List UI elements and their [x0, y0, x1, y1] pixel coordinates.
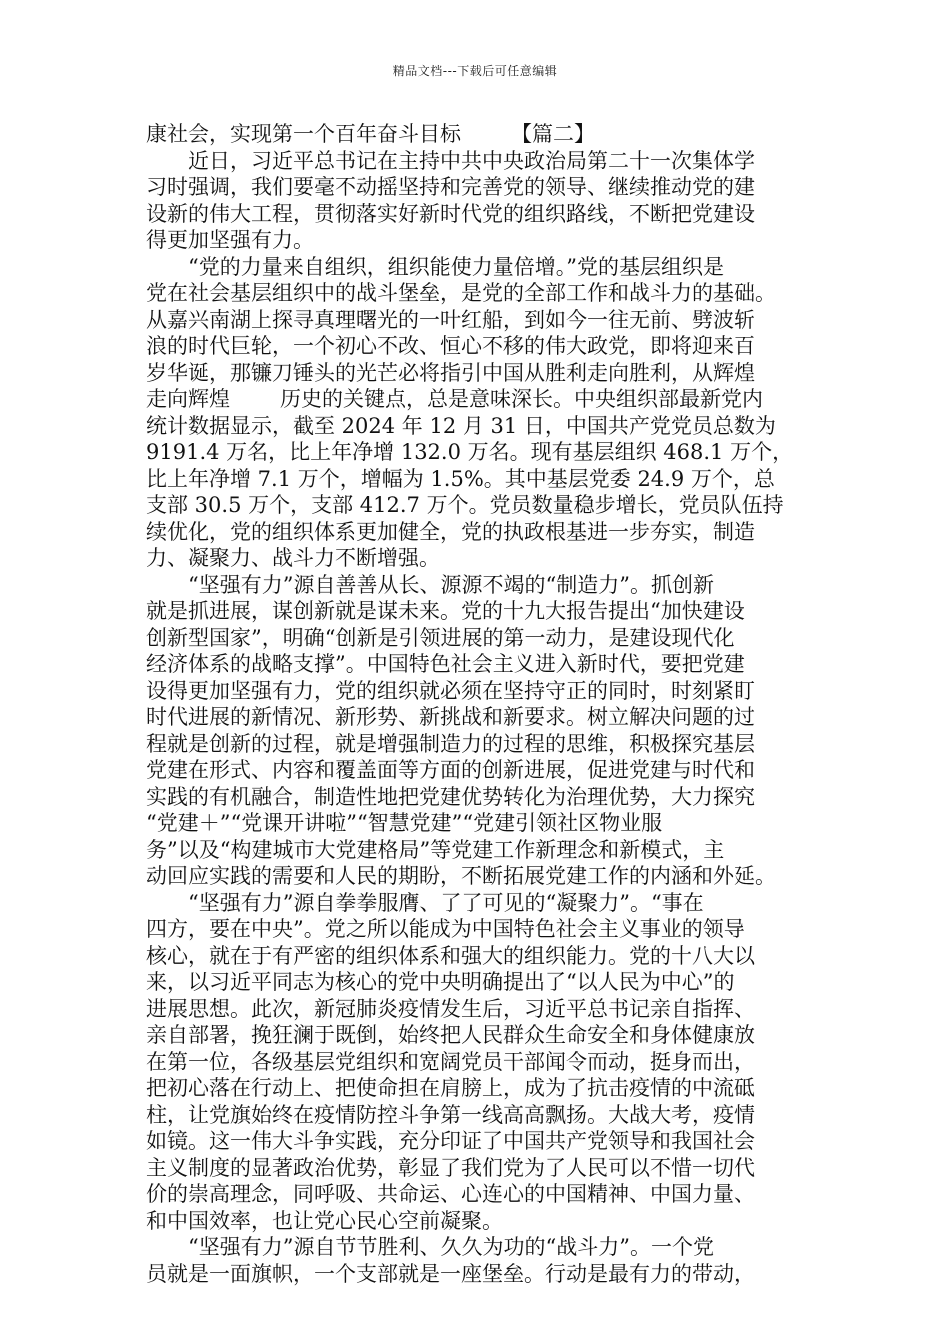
- paragraph-first-line: “坚强有力”源自拳拳服膺、了了可见的“凝聚力”。“事在: [188, 890, 704, 915]
- text-line: 党在社会基层组织中的战斗堡垒，是党的全部工作和战斗力的基础。: [146, 281, 776, 305]
- text-line: “党建＋”“党课开讲啦”“智慧党建”“党建引领社区物业服: [146, 811, 663, 835]
- text-line: 在第一位，各级基层党组织和宽阔党员干部闻令而动，挺身而出，: [146, 1049, 755, 1074]
- text-line: 支部 30.5 万个，支部 412.7 万个。党员数量稳步增长，党员队伍持: [146, 493, 784, 517]
- text-line: 和中国效率，也让党心民心空前凝聚。: [146, 1208, 503, 1233]
- text-line: 习时强调，我们要毫不动摇坚持和完善党的领导、继续推动党的建: [146, 175, 755, 199]
- text-line: 务”以及“构建城市大党建格局”等党建工作新理念和新模式，主: [146, 837, 725, 862]
- text-line: 动回应实践的需要和人民的期盼，不断拓展党建工作的内涵和外延。: [146, 864, 776, 888]
- section-tag: 【篇二】: [511, 122, 595, 146]
- text-line: 从嘉兴南湖上探寻真理曙光的一叶红船，到如今一往无前、劈波斩: [146, 307, 755, 332]
- text-line: 亲自部署，挽狂澜于既倒，始终把人民群众生命安全和身体健康放: [146, 1023, 755, 1047]
- text-line: 程就是创新的过程，就是增强制造力的过程的思维，积极探究基层: [146, 731, 755, 756]
- text-line: 主义制度的显著政治优势，彰显了我们党为了人民可以不惜一切代: [146, 1155, 755, 1180]
- text-line: 实践的有机融合，制造性地把党建优势转化为治理优势，大力探究: [146, 784, 755, 809]
- text-line: 9191.4 万名，比上年净增 132.0 万名。现有基层组织 468.1 万个，: [146, 440, 794, 464]
- paragraph-first-line: “党的力量来自组织，组织能使力量倍增。”党的基层组织是: [188, 254, 724, 279]
- text-line: 设新的伟大工程，贯彻落实好新时代党的组织路线，不断把党建设: [146, 201, 755, 226]
- text-line: 柱，让党旗始终在疫情防控斗争第一线高高飘扬。大战大考，疫情: [146, 1102, 755, 1127]
- text-line-part: 康社会，实现第一个百年奋斗目标: [146, 122, 461, 146]
- text-line: 把初心落在行动上、把使命担在肩膀上，成为了抗击疫情的中流砥: [146, 1076, 755, 1100]
- text-line: 经济体系的战略支撑”。中国特色社会主义进入新时代，要把党建: [146, 652, 745, 676]
- text-line: 续优化，党的组织体系更加健全，党的执政根基进一步夯实，制造: [146, 519, 755, 544]
- paragraph-first-line: “坚强有力”源自节节胜利、久久为功的“战斗力”。一个党: [188, 1235, 714, 1259]
- text-line: 浪的时代巨轮，一个初心不改、恒心不移的伟大政党，即将迎来百: [146, 334, 755, 358]
- text-line: 力、凝聚力、战斗力不断增强。: [146, 546, 440, 570]
- text-line: 统计数据显示，截至 2024 年 12 月 31 日，中国共产党党员总数为: [146, 413, 776, 438]
- text-line: 比上年净增 7.1 万个，增幅为 1.5%。其中基层党委 24.9 万个，总: [146, 466, 775, 491]
- text-line: [146, 386, 810, 413]
- page-header-watermark: 精品文档---下载后可任意编辑: [392, 64, 558, 78]
- text-line-part: 走向辉煌: [146, 387, 230, 411]
- text-line: 创新型国家”，明确“创新是引领进展的第一动力，是建设现代化: [146, 625, 735, 650]
- text-line: 来，以习近平同志为核心的党中央明确提出了“以人民为中心”的: [146, 970, 735, 994]
- text-line: 得更加坚强有力。: [146, 228, 314, 252]
- text-line: 员就是一面旗帜，一个支部就是一座堡垒。行动是最有力的带动，: [146, 1261, 755, 1286]
- text-line: 核心，就在于有严密的组织体系和强大的组织能力。党的十八大以: [146, 943, 755, 968]
- paragraph-first-line: 近日，习近平总书记在主持中共中央政治局第二十一次集体学: [188, 148, 755, 173]
- text-line: 岁华诞，那镰刀锤头的光芒必将指引中国从胜利走向胜利，从辉煌: [146, 360, 755, 385]
- text-line: 四方，要在中央”。党之所以能成为中国特色社会主义事业的领导: [146, 917, 745, 941]
- text-line: [146, 121, 810, 148]
- text-line-part: 历史的关键点，总是意味深长。中央组织部最新党内: [280, 387, 763, 411]
- document-body: [146, 121, 810, 1287]
- text-line: 进展思想。此次，新冠肺炎疫情发生后，习近平总书记亲自指挥、: [146, 996, 755, 1021]
- paragraph-first-line: “坚强有力”源自善善从长、源源不竭的“制造力”。抓创新: [188, 572, 714, 597]
- text-line: 时代进展的新情况、新形势、新挑战和新要求。树立解决问题的过: [146, 705, 755, 729]
- text-line: 设得更加坚强有力，党的组织就必须在坚持守正的同时，时刻紧盯: [146, 678, 755, 703]
- text-line: 党建在形式、内容和覆盖面等方面的创新进展，促进党建与时代和: [146, 758, 755, 782]
- text-line: 价的崇高理念，同呼吸、共命运、心连心的中国精神、中国力量、: [146, 1182, 755, 1206]
- text-line: 就是抓进展，谋创新就是谋未来。党的十九大报告提出“加快建设: [146, 599, 745, 623]
- text-line: 如镜。这一伟大斗争实践，充分印证了中国共产党领导和我国社会: [146, 1129, 755, 1153]
